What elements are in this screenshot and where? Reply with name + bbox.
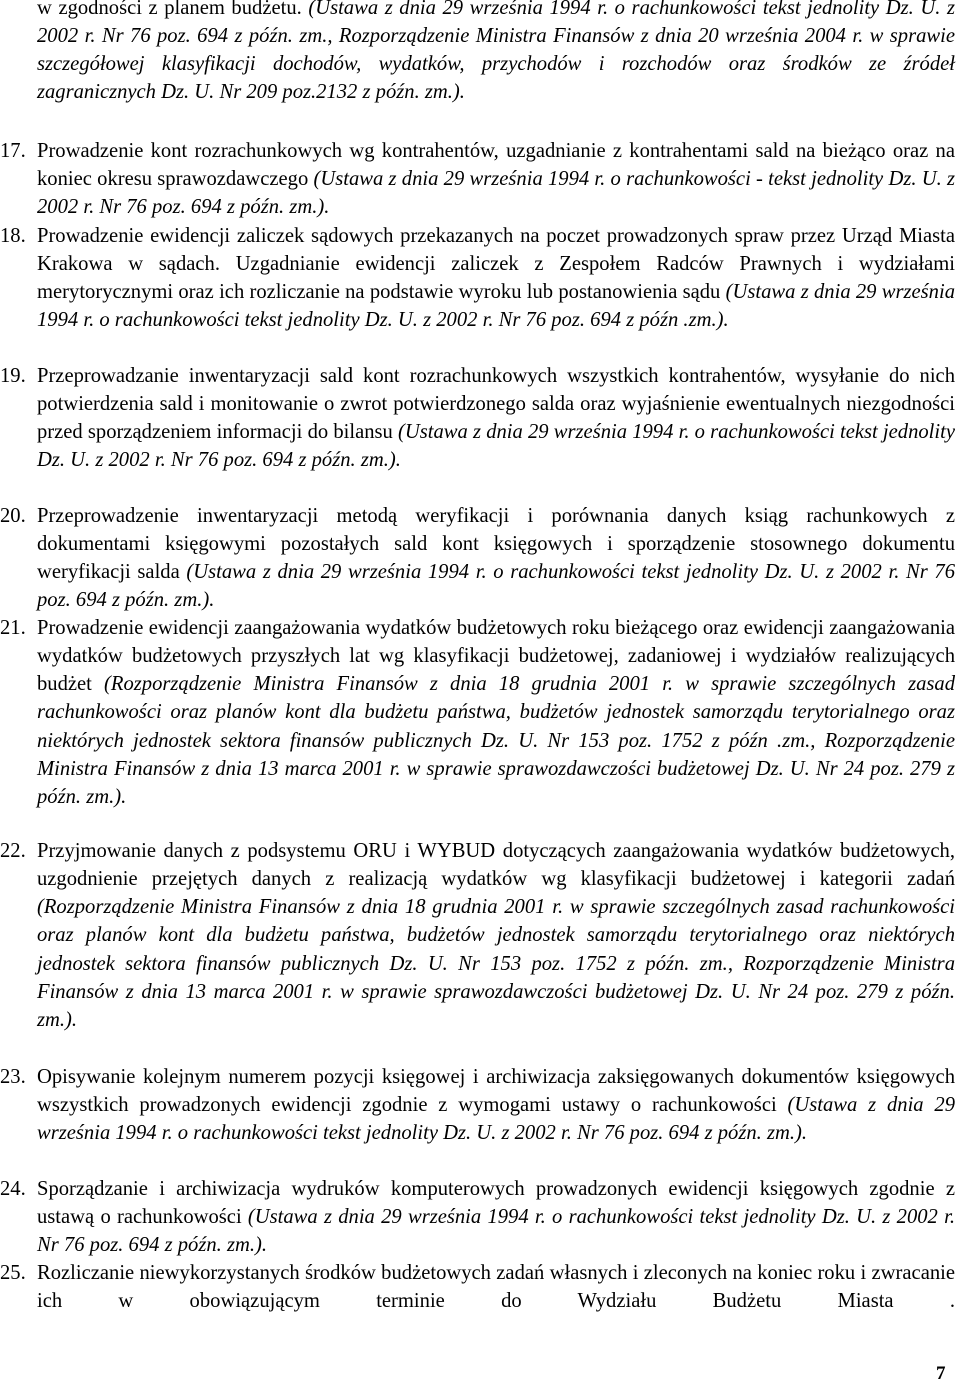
item-citation: (Ustawa z dnia 29 września 1994 r. o rachunkowości tekst jednolity Dz. U. z 2002 r. Nr 76 poz. 694 z późn. zm.). xyxy=(37,1094,956,1145)
item-citation: (Ustawa z dnia 29 września 1994 r. o rachunkowości tekst jednolity Dz. U. z 2002 r. Nr 76 poz. 694 z późn. zm.). xyxy=(37,561,955,612)
item-number: 21. xyxy=(0,617,26,639)
list-item xyxy=(0,837,955,1034)
item-number: 20. xyxy=(0,505,26,527)
item-text: Opisywanie kolejnym numerem pozycji księgowej i archiwizacja zaksięgowanych dokumentów księgowych wszystkich prowadzonych ewidencji zgodnie z wymogami ustawy o rachunkowości xyxy=(37,1066,955,1117)
item-body xyxy=(37,222,955,335)
item-body xyxy=(37,1063,955,1147)
intro-text: w zgodności z planem budżetu. xyxy=(37,0,309,19)
page-number: 7 xyxy=(936,1363,946,1384)
item-body xyxy=(37,1259,955,1315)
list-item xyxy=(0,1175,955,1259)
intro-citation: (Ustawa z dnia 29 września 1994 r. o rachunkowości tekst jednolity Dz. U. z 2002 r. Nr 76 poz. 694 z późn. zm., Rozporządzenie Ministra Finansów z dnia 20 września 2004 r. w sprawie szczegółowej klasyfikacji dochodów, wydatków, przychodów i rozchodów oraz środków ze źródeł zagranicznych Dz. U. Nr 209 poz.2132 z późn. zm.). xyxy=(37,0,955,104)
item-text: Przeprowadzenie inwentaryzacji metodą weryfikacji i porównania danych ksiąg rachunkowych z dokumentami księgowymi pozostałych sald kont księgowych i sporządzenie stosownego dokumentu weryfikacji salda xyxy=(37,505,955,584)
item-body xyxy=(37,137,955,221)
list-item xyxy=(0,502,955,615)
item-number: 22. xyxy=(0,840,26,862)
item-text: Prowadzenie ewidencji zaliczek sądowych przekazanych na poczet prowadzonych spraw przez Urząd Miasta Krakowa w sądach. Uzgadnianie ewidencji zaliczek z Zespołem Radców Prawnych i wydziałami merytorycznymi oraz ich rozliczanie na podstawie wyroku lub postanowienia sądu xyxy=(37,225,955,304)
intro-paragraph xyxy=(37,0,955,107)
item-citation: (Rozporządzenie Ministra Finansów z dnia 18 grudnia 2001 r. w sprawie szczególnych zasad rachunkowości oraz planów kont dla budżetu państwa, budżetów jednostek samorządu terytorialnego oraz niektórych jednostek sektora finansów publicznych Dz. U. Nr 153 poz. 1752 z późn .zm., Rozporządzenie Ministra Finansów z dnia 13 marca 2001 r. w sprawie sprawozdawczości budżetowej Dz. U. Nr 24 poz. 279 z późn. zm.). xyxy=(37,673,955,808)
item-citation: (Ustawa z dnia 29 września 1994 r. o rachunkowości tekst jednolity Dz. U. z 2002 r. Nr 76 poz. 694 z późn. zm.). xyxy=(37,1206,955,1257)
item-body xyxy=(37,1175,955,1259)
item-number: 17. xyxy=(0,140,26,162)
item-text: Prowadzenie ewidencji zaangażowania wydatków budżetowych roku bieżącego oraz ewidencji zaangażowania wydatków budżetowych przyszłych lat wg klasyfikacji budżetowej, zadaniowej i wydziałów realizujących budżet xyxy=(37,617,955,696)
item-text: Prowadzenie kont rozrachunkowych wg kontrahentów, uzgadnianie z kontrahentami sald na bieżąco oraz na koniec okresu sprawozdawczego xyxy=(37,140,955,191)
item-body xyxy=(37,837,955,1034)
list-item xyxy=(0,137,955,221)
item-citation: (Ustawa z dnia 29 września 1994 r. o rachunkowości tekst jednolity Dz. U. z 2002 r. Nr 76 poz. 694 z późn. zm.). xyxy=(37,421,955,472)
item-body xyxy=(37,614,955,811)
item-citation: (Ustawa z dnia 29 września 1994 r. o rachunkowości - tekst jednolity Dz. U. z 2002 r. Nr 76 poz. 694 z późn. zm.). xyxy=(37,168,956,219)
item-text: Rozliczanie niewykorzystanych środków budżetowych zadań własnych i zleconych na koniec roku i zwracanie ich w obowiązującym terminie do Wydziału Budżetu Miasta . xyxy=(37,1262,955,1313)
item-number: 25. xyxy=(0,1262,26,1284)
item-number: 18. xyxy=(0,225,26,247)
item-text: Przyjmowanie danych z podsystemu ORU i WYBUD dotyczących zaangażowania wydatków budżetowych, uzgodnienie przejętych danych z realizacją wydatków wg klasyfikacji budżetowej i kategorii zadań xyxy=(37,840,955,891)
item-body xyxy=(37,362,955,475)
list-item xyxy=(0,362,955,475)
list-item xyxy=(0,1063,955,1147)
list-item xyxy=(0,614,955,811)
item-citation: (Ustawa z dnia 29 września 1994 r. o rachunkowości tekst jednolity Dz. U. z 2002 r. Nr 76 poz. 694 z późn .zm.). xyxy=(37,281,955,332)
list-item xyxy=(0,222,955,335)
item-text: Przeprowadzanie inwentaryzacji sald kont rozrachunkowych wszystkich kontrahentów, wysyłanie do nich potwierdzenia sald i monitowanie o zwrot potwierdzonego salda oraz wyjaśnienie ewentualnych niezgodności przed sporządzeniem informacji do bilansu xyxy=(37,365,955,444)
item-body xyxy=(37,502,955,615)
item-text: Sporządzanie i archiwizacja wydruków komputerowych prowadzonych ewidencji księgowych zgodnie z ustawą o rachunkowości xyxy=(37,1178,955,1229)
item-citation: (Rozporządzenie Ministra Finansów z dnia 18 grudnia 2001 r. w sprawie szczególnych zasad rachunkowości oraz planów kont dla budżetu państwa, budżetów jednostek samorządu terytorialnego oraz niektórych jednostek sektora finansów publicznych Dz. U. Nr 153 poz. 1752 z późn. zm., Rozporządzenie Ministra Finansów z dnia 13 marca 2001 r. w sprawie sprawozdawczości budżetowej Dz. U. Nr 24 poz. 279 z późn. zm.). xyxy=(37,896,955,1031)
item-number: 24. xyxy=(0,1178,26,1200)
list-item xyxy=(0,1259,955,1315)
item-number: 19. xyxy=(0,365,26,387)
item-number: 23. xyxy=(0,1066,26,1088)
